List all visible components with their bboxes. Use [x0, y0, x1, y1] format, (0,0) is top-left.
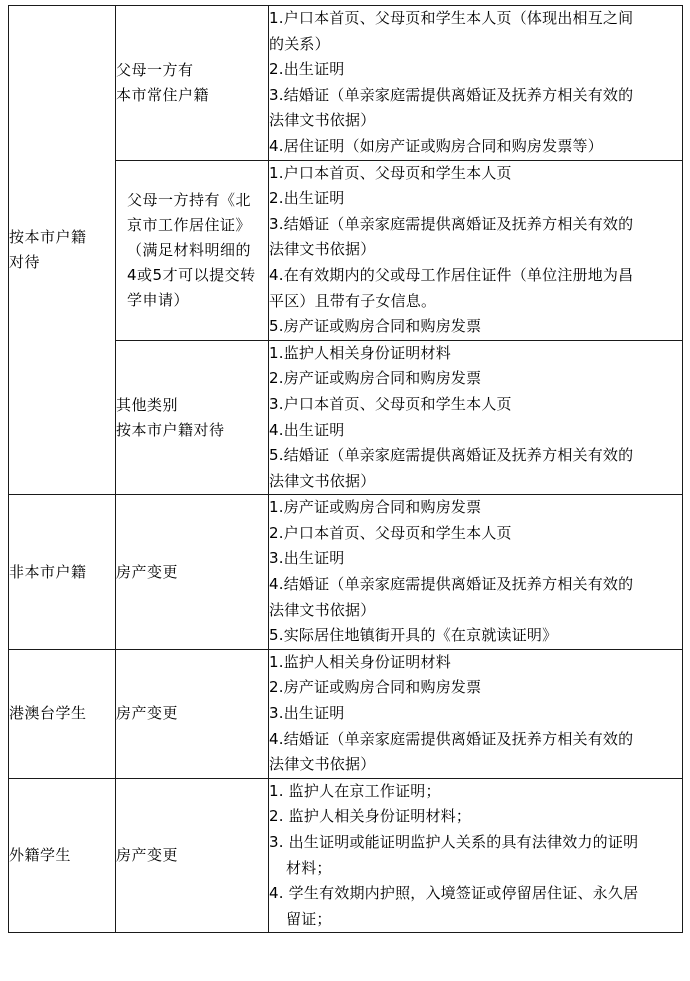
subcategory-line: 父母一方有	[116, 60, 194, 79]
material-line: 法律文书依据）	[269, 111, 376, 130]
material-line: 平区）且带有子女信息。	[269, 291, 437, 310]
subcategory-cell-property-change	[116, 649, 269, 778]
table-row	[9, 495, 683, 650]
material-line: 3.结婚证（单亲家庭需提供离婚证及抚养方相关有效的	[269, 85, 634, 104]
category-cell-non-local-hukou	[9, 495, 116, 650]
subcategory-line: 4或5才可以提交转	[127, 265, 256, 284]
material-line: 材料；	[286, 858, 332, 877]
materials-cell	[269, 649, 683, 778]
material-line: 留证；	[286, 909, 332, 928]
material-line: 1. 监护人在京工作证明；	[269, 781, 441, 800]
material-line: 1.房产证或购房合同和购房发票	[269, 498, 482, 517]
material-line: 法律文书依据）	[269, 600, 376, 619]
category-line: 外籍学生	[9, 846, 72, 865]
material-line: 1.监护人相关身份证明材料	[269, 343, 451, 362]
category-cell-foreign-student	[9, 778, 116, 933]
subcategory-line: 本市常住户籍	[116, 85, 210, 104]
subcategory-line: 按本市户籍对待	[116, 420, 225, 439]
materials-cell	[269, 778, 683, 933]
material-line: 法律文书依据）	[269, 240, 376, 259]
category-line: 非本市户籍	[9, 562, 87, 581]
materials-cell	[269, 6, 683, 161]
subcategory-line: 房产变更	[116, 846, 179, 865]
category-cell-hmt-student	[9, 649, 116, 778]
category-cell-benshi	[9, 6, 116, 495]
material-line: 1.户口本首页、父母页和学生本人页（体现出相互之间	[269, 9, 634, 27]
material-line: 2.房产证或购房合同和购房发票	[269, 678, 482, 697]
materials-cell	[269, 495, 683, 650]
material-line: 5.结婚证（单亲家庭需提供离婚证及抚养方相关有效的	[269, 446, 634, 465]
material-line: 4.结婚证（单亲家庭需提供离婚证及抚养方相关有效的	[269, 729, 634, 748]
subcategory-line: 房产变更	[116, 704, 179, 723]
material-line: 法律文书依据）	[269, 471, 376, 490]
material-line: 1.监护人相关身份证明材料	[269, 652, 451, 671]
material-line: 5.实际居住地镇街开具的《在京就读证明》	[269, 626, 558, 645]
subcategory-line: （满足材料明细的	[127, 240, 252, 259]
category-line: 按本市户籍	[9, 228, 87, 247]
subcategory-cell-other	[116, 340, 269, 495]
material-line: 4.结婚证（单亲家庭需提供离婚证及抚养方相关有效的	[269, 575, 634, 594]
material-line: 法律文书依据）	[269, 755, 376, 774]
category-line: 港澳台学生	[9, 704, 87, 723]
table-row	[9, 778, 683, 933]
material-line: 3. 出生证明或能证明监护人关系的具有法律效力的证明	[269, 833, 639, 851]
materials-cell	[269, 160, 683, 340]
requirements-table	[8, 5, 683, 933]
category-line: 对待	[9, 253, 41, 272]
material-line: 3.户口本首页、父母页和学生本人页	[269, 394, 512, 413]
table-row	[9, 6, 683, 161]
subcategory-line: 父母一方持有《北	[127, 190, 252, 209]
subcategory-line: 京市工作居住证》	[127, 215, 252, 234]
material-line: 3.出生证明	[269, 549, 345, 568]
material-line: 2. 监护人相关身份证明材料；	[269, 807, 472, 826]
subcategory-line: 学申请）	[127, 290, 190, 309]
material-line: 4. 学生有效期内护照，入境签证或停留居住证、永久居	[269, 884, 639, 903]
subcategory-line: 其他类别	[116, 395, 179, 414]
subcategory-cell-property-change	[116, 495, 269, 650]
material-line: 3.结婚证（单亲家庭需提供离婚证及抚养方相关有效的	[269, 214, 634, 233]
material-line: 4.居住证明（如房产证或购房合同和购房发票等）	[269, 136, 603, 155]
material-line: 4.在有效期内的父或母工作居住证件（单位注册地为昌	[269, 265, 634, 284]
material-line: 5.房产证或购房合同和购房发票	[269, 317, 482, 336]
subcategory-line: 房产变更	[116, 562, 179, 581]
material-line: 2.出生证明	[269, 60, 345, 79]
material-line: 2.户口本首页、父母页和学生本人页	[269, 523, 512, 542]
material-line: 3.出生证明	[269, 704, 345, 723]
material-line: 的关系）	[269, 34, 330, 53]
material-line: 4.出生证明	[269, 420, 345, 439]
material-line: 2.出生证明	[269, 189, 345, 208]
material-line: 2.房产证或购房合同和购房发票	[269, 369, 482, 388]
subcategory-cell-work-residence-permit	[116, 160, 269, 340]
materials-cell	[269, 340, 683, 495]
subcategory-cell-parent-local-hukou	[116, 6, 269, 161]
subcategory-cell-property-change	[116, 778, 269, 933]
table-row	[9, 649, 683, 778]
material-line: 1.户口本首页、父母页和学生本人页	[269, 163, 512, 182]
